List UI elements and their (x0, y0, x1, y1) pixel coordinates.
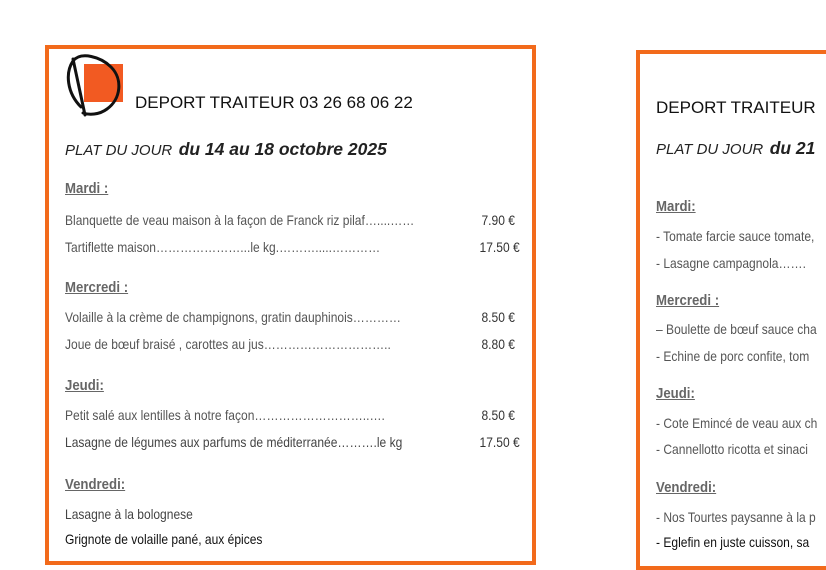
dish-item: Volaille à la crème de champignons, gratin dauphinois………… (65, 309, 401, 325)
day-heading-mardi: Mardi: (656, 198, 696, 215)
menu-card-week-1 (45, 45, 536, 565)
menu-subtitle (65, 139, 387, 160)
subtitle-label: PLAT DU JOUR (65, 142, 173, 159)
dish-item: - Lasagne campagnola……. (656, 255, 806, 271)
dish-item: Lasagne à la bolognese (65, 506, 193, 522)
day-heading-jeudi: Jeudi: (656, 385, 695, 402)
dish-item: Lasagne de légumes aux parfums de méditerranée……….le kg (65, 434, 403, 450)
dish-price: 17.50 € (479, 434, 520, 450)
dish-item: - Echine de porc confite, tom (656, 348, 810, 364)
subtitle-label: PLAT DU JOUR (656, 141, 764, 158)
menu-subtitle (656, 138, 815, 159)
day-heading-vendredi: Vendredi: (656, 479, 717, 496)
dish-item: Blanquette de veau maison à la façon de Franck riz pilaf…....…… (65, 212, 415, 228)
dish-item: - Tomate farcie sauce tomate, (656, 228, 815, 244)
dish-item: - Nos Tourtes paysanne à la p (656, 509, 816, 525)
day-heading-jeudi: Jeudi: (65, 377, 104, 394)
dish-item: Petit salé aux lentilles à notre façon………………………..…. (65, 407, 385, 423)
day-heading-mardi: Mardi : (65, 180, 109, 197)
dish-price: 8.50 € (481, 309, 515, 325)
menu-card-week-2 (636, 50, 826, 570)
dish-price: 17.50 € (479, 239, 520, 255)
day-heading-mercredi: Mercredi : (656, 292, 720, 309)
brand-title: DEPORT TRAITEUR (656, 98, 816, 117)
dish-price: 7.90 € (481, 212, 515, 228)
deport-traiteur-logo (59, 53, 131, 119)
dish-price: 8.50 € (481, 407, 515, 423)
day-heading-vendredi: Vendredi: (65, 476, 126, 493)
dish-price: 8.80 € (481, 336, 515, 352)
dish-item: Joue de bœuf braisé , carottes au jus………………………….. (65, 336, 391, 352)
dish-item: Tartiflette maison…………………...le kg.……….....………… (65, 239, 381, 255)
subtitle-dates: du 21 (769, 138, 816, 158)
dish-item: Grignote de volaille pané, aux épices (65, 531, 263, 547)
dish-item: - Cannellotto ricotta et sinaci (656, 441, 808, 457)
dish-item: – Boulette de bœuf sauce cha (656, 321, 817, 337)
subtitle-dates: du 14 au 18 octobre 2025 (178, 139, 387, 159)
day-heading-mercredi: Mercredi : (65, 279, 129, 296)
dish-item: - Cote Emincé de veau aux ch (656, 415, 818, 431)
dish-item: - Eglefin en juste cuisson, sa (656, 534, 810, 550)
brand-title: DEPORT TRAITEUR 03 26 68 06 22 (135, 93, 413, 112)
